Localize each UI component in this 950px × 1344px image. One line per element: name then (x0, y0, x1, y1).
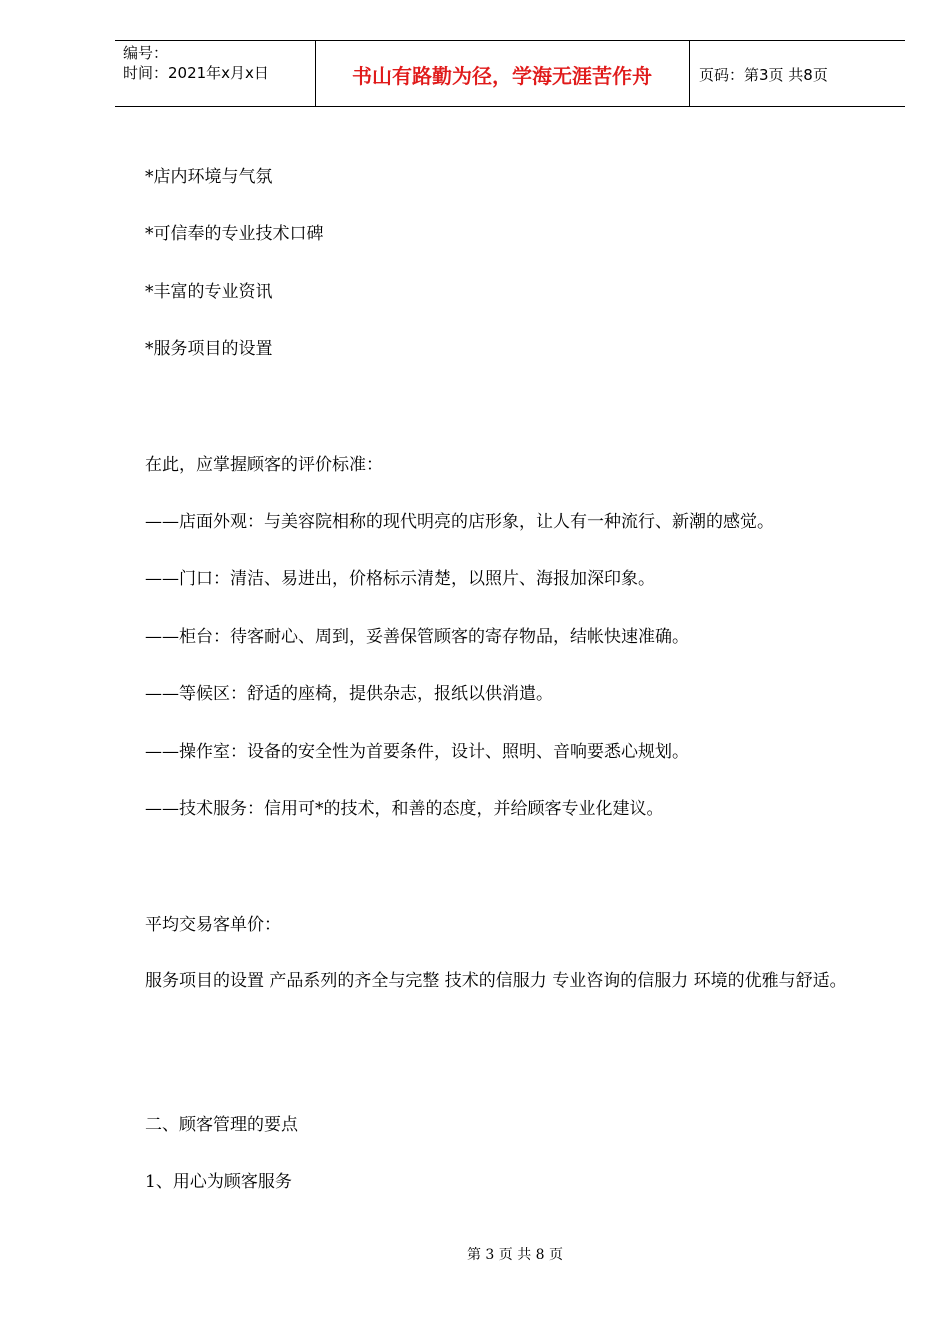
paragraph: 在此，应掌握顾客的评价标准： (145, 455, 383, 475)
document-number-label: 编号： (123, 44, 169, 62)
criteria-line: ——技术服务：信用可*的技术，和善的态度，并给顾客专业化建议。 (145, 799, 664, 819)
paragraph: 平均交易客单价： (145, 915, 281, 935)
paragraph: 服务项目的设置 产品系列的齐全与完整 技术的信服力 专业咨询的信服力 环境的优雅与舒适。 (145, 971, 847, 991)
section-heading: 二、顾客管理的要点 (145, 1115, 298, 1135)
document-time-label: 时间：2021年x月x日 (123, 64, 269, 82)
criteria-line: ——操作室：设备的安全性为首要条件，设计、照明、音响要悉心规划。 (145, 742, 689, 762)
header-page-number: 页码：第3页 共8页 (699, 66, 828, 84)
bullet-line: *服务项目的设置 (145, 339, 273, 359)
header-divider (689, 41, 690, 106)
criteria-line: ——柜台：待客耐心、周到，妥善保管顾客的寄存物品，结帐快速准确。 (145, 627, 689, 647)
criteria-line: ——门口：清洁、易进出，价格标示清楚，以照片、海报加深印象。 (145, 569, 655, 589)
criteria-line: ——店面外观：与美容院相称的现代明亮的店形象，让人有一种流行、新潮的感觉。 (145, 512, 774, 532)
bullet-line: *店内环境与气氛 (145, 167, 273, 187)
bullet-line: *可信奉的专业技术口碑 (145, 224, 324, 244)
page-header (115, 40, 905, 107)
page-footer: 第 3 页 共 8 页 (466, 1247, 564, 1263)
criteria-line: ——等候区：舒适的座椅，提供杂志，报纸以供消遣。 (145, 684, 553, 704)
header-motto: 书山有路勤为径，学海无涯苦作舟 (352, 64, 652, 88)
header-meta (123, 43, 269, 83)
bullet-line: *丰富的专业资讯 (145, 282, 273, 302)
subsection-heading: 1、用心为顾客服务 (145, 1172, 292, 1192)
